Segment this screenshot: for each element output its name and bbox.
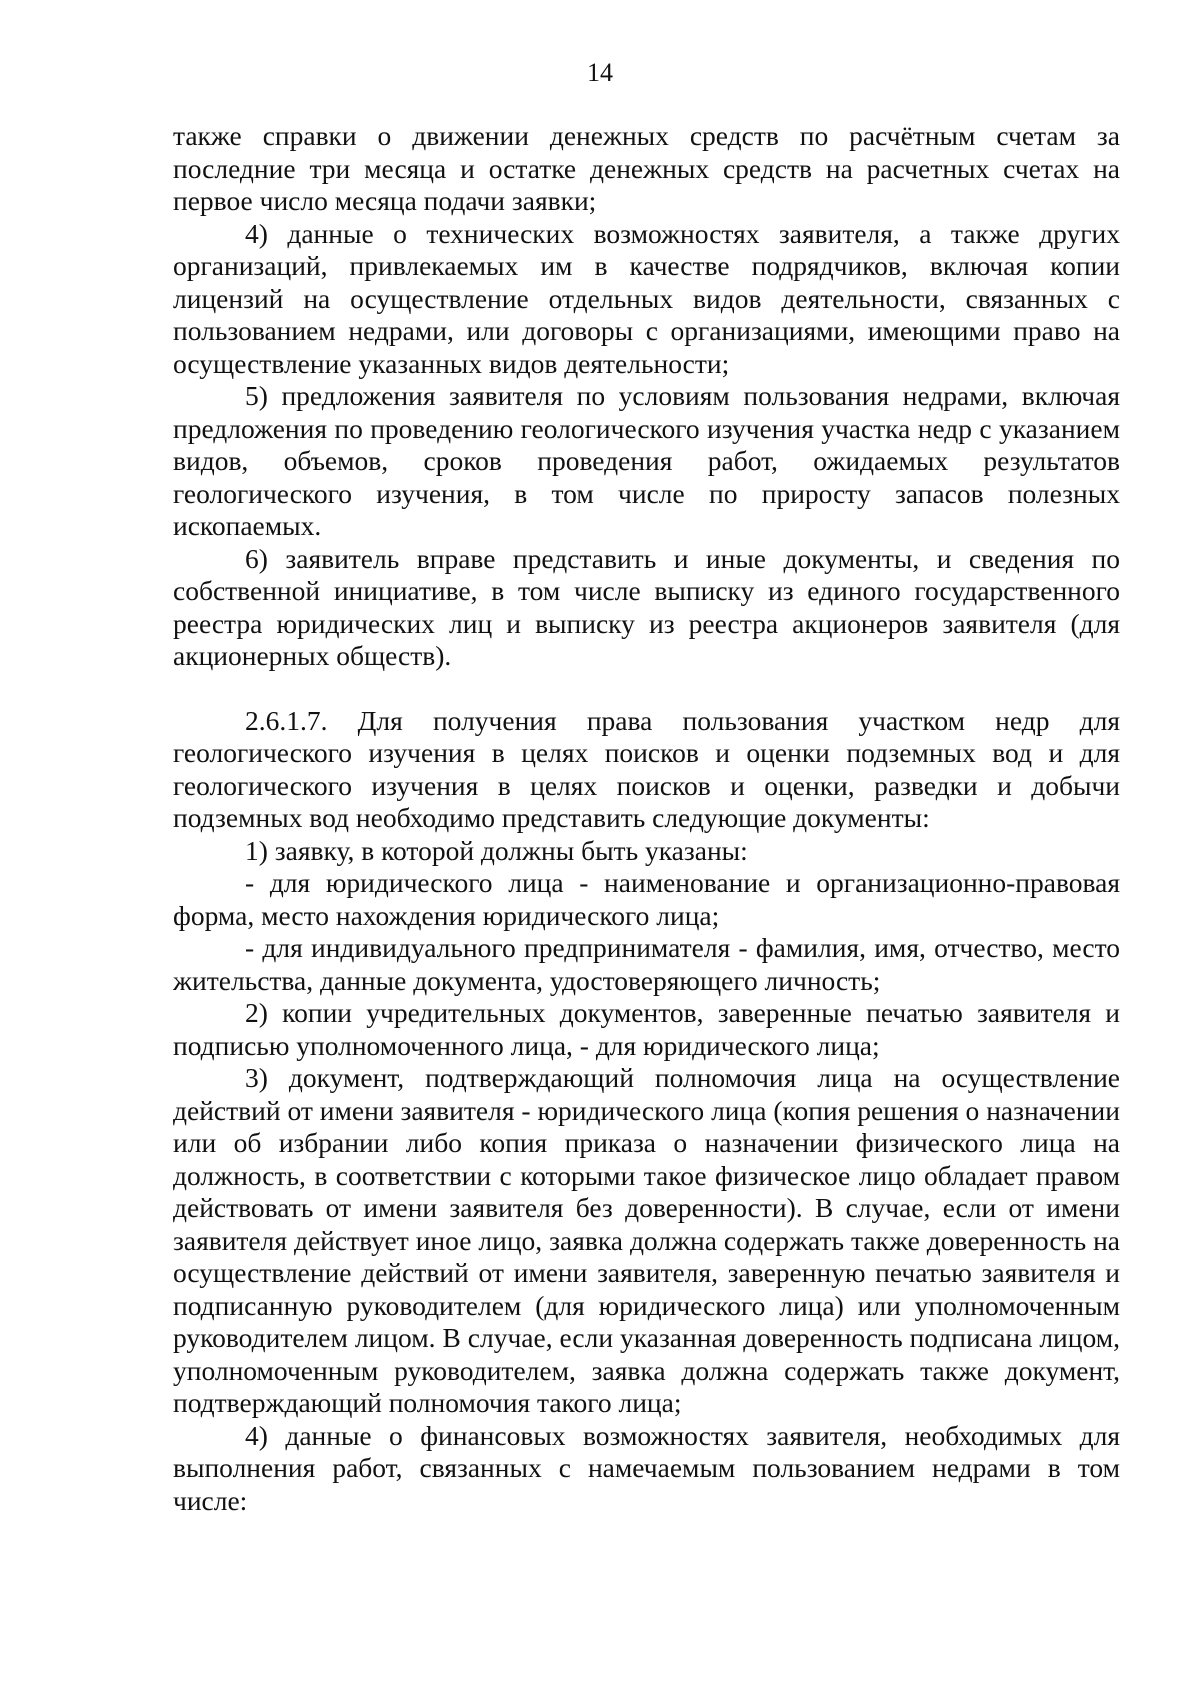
paragraph-continuation: также справки о движении денежных средств по расчётным счетам за последние три месяца и остатке денежных средств на расчетных счетах на первое число месяца подачи заявки; bbox=[173, 120, 1120, 216]
paragraph-entrepreneur: - для индивидуального предпринимателя - фамилия, имя, отчество, место жительства, данные документа, удостоверяющего личность; bbox=[173, 932, 1120, 996]
document-body bbox=[173, 120, 1120, 1517]
paragraph-item-1-application: 1) заявку, в которой должны быть указаны: bbox=[245, 834, 748, 866]
paragraph-item-2-founding-documents: 2) копии учредительных документов, заверенные печатью заявителя и подписью уполномоченного лица, - для юридического лица; bbox=[173, 997, 1120, 1061]
paragraph-legal-entity: - для юридического лица - наименование и организационно-правовая форма, место нахождения юридического лица; bbox=[173, 867, 1120, 931]
paragraph-section-2-6-1-7: 2.6.1.7. Для получения права пользования участком недр для геологического изучения в целях поисков и оценки подземных вод и для геологического изучения в целях поисков и оценки, разведки и добычи подземных вод необходимо представить следующие документы: bbox=[173, 704, 1120, 833]
paragraph-item-3-authority: 3) документ, подтверждающий полномочия лица на осуществление действий от имени заявителя - юридического лица (копия решения о назначении или об избрании либо копия приказа о назначении физического лица на должность, в соответствии с которыми такое физическое лицо обладает правом действовать от имени заявителя без доверенности). В случае, если от имени заявителя действует иное лицо, заявка должна содержать также доверенность на осуществление действий от имени заявителя, заверенную печатью заявителя и подписанную руководителем (для юридического лица) или уполномоченным руководителем лицом. В случае, если указанная доверенность подписана лицом, уполномоченным руководителем, заявка должна содержать также документ, подтверждающий полномочия такого лица; bbox=[173, 1062, 1120, 1418]
paragraph-item-6-optional-documents: 6) заявитель вправе представить и иные документы, и сведения по собственной инициативе, в том числе выписку из единого государственного реестра юридических лиц и выписку из реестра акционеров заявителя (для акционерных обществ). bbox=[173, 542, 1120, 671]
paragraph-item-4-financial: 4) данные о финансовых возможностях заявителя, необходимых для выполнения работ, связанных с намечаемым пользованием недрами в том числе: bbox=[173, 1419, 1120, 1516]
paragraph-item-4-technical: 4) данные о технических возможностях заявителя, а также других организаций, привлекаемых им в качестве подрядчиков, включая копии лицензий на осуществление отдельных видов деятельности, связанных с пользованием недрами, или договоры с организациями, имеющими право на осуществление указанных видов деятельности; bbox=[173, 217, 1120, 379]
page-number: 14 bbox=[587, 58, 613, 87]
paragraph-item-5-proposals: 5) предложения заявителя по условиям пользования недрами, включая предложения по проведению геологического изучения участка недр с указанием видов, объемов, сроков проведения работ, ожидаемых результатов геологического изучения, в том числе по приросту запасов полезных ископаемых. bbox=[173, 380, 1120, 541]
